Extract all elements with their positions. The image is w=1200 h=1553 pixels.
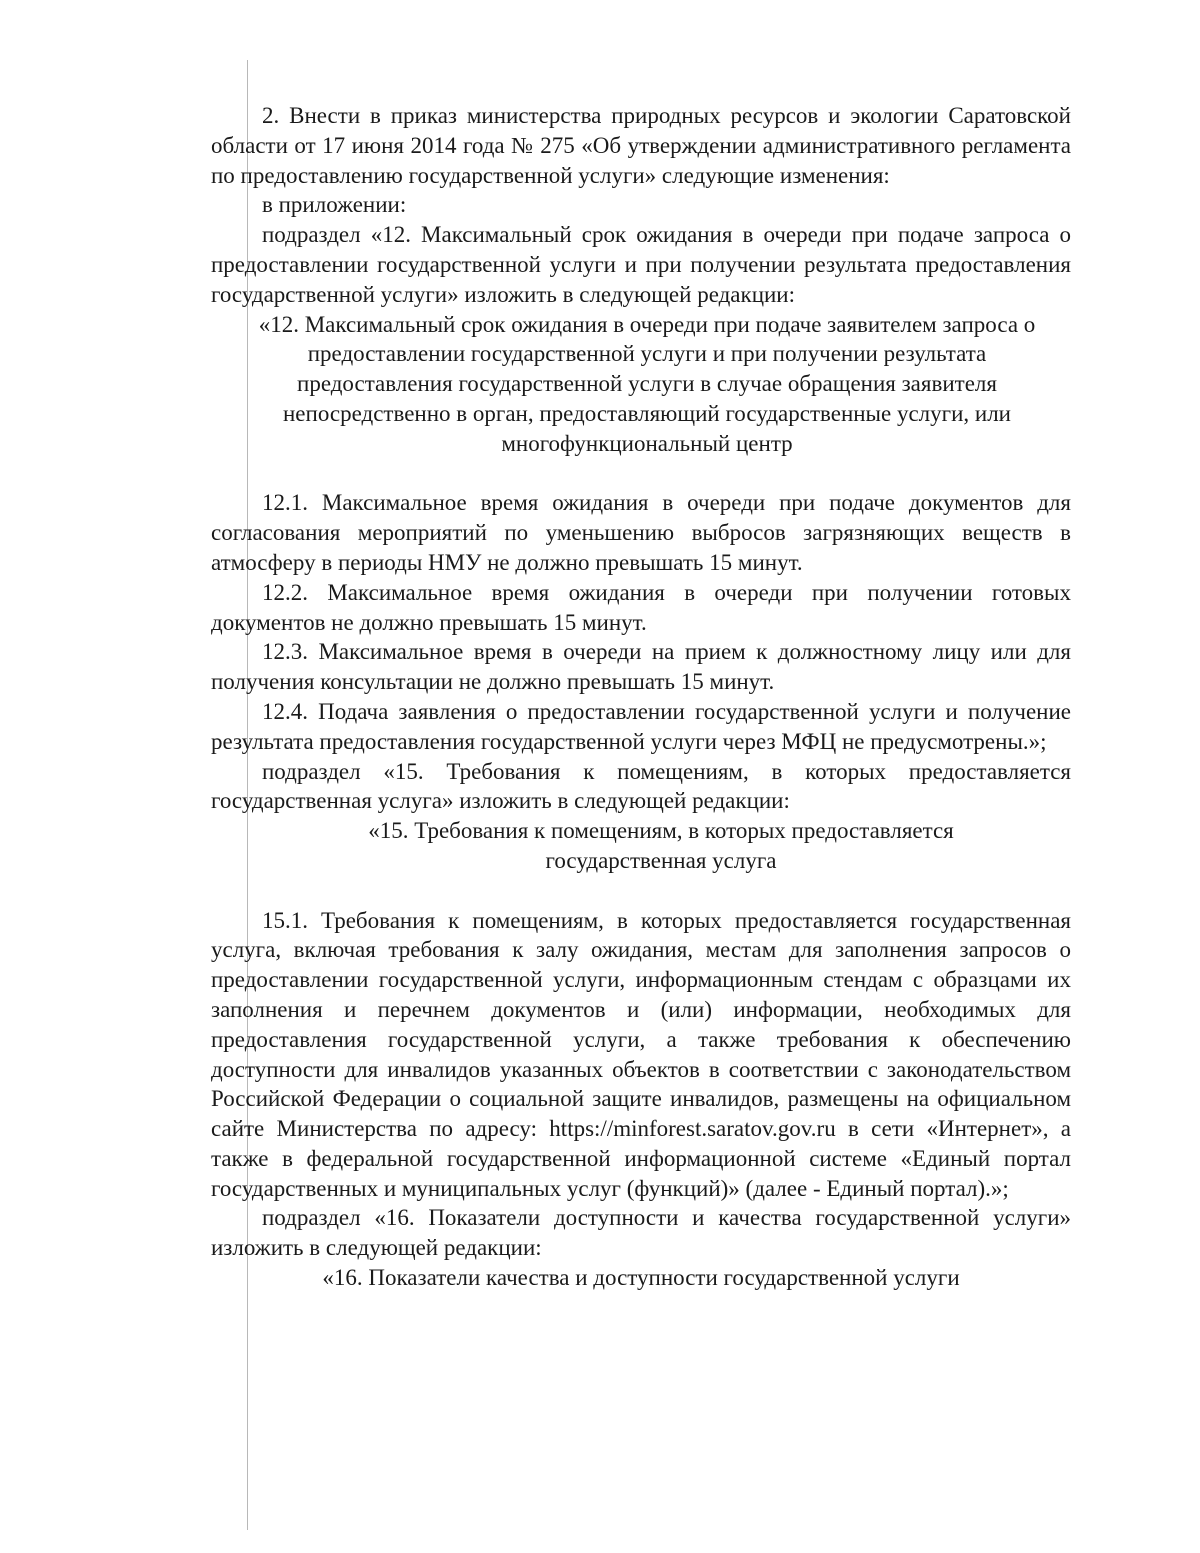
paragraph-amendment-intro: 2. Внести в приказ министерства природных ресурсов и экологии Саратовской области от 17 июня 2014 года № 275 «Об утверждении административного регламента по предоставлению государственной услуги» следующие изменения:: [211, 103, 1071, 188]
paragraph-12-2: 12.2. Максимальное время ожидания в очереди при получении готовых документов не должно превышать 15 минут.: [211, 579, 1071, 635]
heading-subsection-12: «12. Максимальный срок ожидания в очереди при подаче заявителем запроса о предоставлении государственной услуги и при получении результата предоставления государственной услуги в случае обращения заявителя непосредственно в орган, предоставляющий государственные услуги, или многофункциональный центр: [258, 311, 1036, 456]
paragraph-subsection-15-intro: подраздел «15. Требования к помещениям, в которых предоставляется государственная услуга» изложить в следующей редакции:: [211, 758, 1071, 814]
heading-subsection-16: «16. Показатели качества и доступности государственной услуги: [322, 1265, 960, 1291]
paragraph-subsection-12-intro: подраздел «12. Максимальный срок ожидания в очереди при подаче запроса о предоставлении государственной услуги и при получении результата предоставления государственной услуги» изложить в следующей редакции:: [211, 222, 1071, 307]
heading-subsection-15: «15. Требования к помещениям, в которых предоставляется государственная услуга: [368, 818, 954, 873]
paragraph-12-1: 12.1. Максимальное время ожидания в очереди при подаче документов для согласования мероприятий по уменьшению выбросов загрязняющих веществ в атмосферу в периоды НМУ не должно превышать 15 минут.: [211, 490, 1071, 575]
spacer: [211, 459, 1071, 489]
spacer: [211, 876, 1071, 906]
document-body: [211, 101, 1071, 1293]
paragraph-subsection-16-intro: подраздел «16. Показатели доступности и качества государственной услуги» изложить в следующей редакции:: [211, 1205, 1071, 1261]
paragraph-in-appendix: в приложении:: [262, 192, 407, 218]
paragraph-15-1: 15.1. Требования к помещениям, в которых предоставляется государственная услуга, включая требования к залу ожидания, местам для заполнения запросов о предоставлении государственной услуги, информационным стендам с образцами их заполнения и перечнем документов и (или) информации, необходимых для предоставления государственной услуги, а также требования к обеспечению доступности для инвалидов указанных объектов в соответствии с законодательством Российской Федерации о социальной защите инвалидов, размещены на официальном сайте Министерства по адресу: https://minforest.saratov.gov.ru в сети «Интернет», а также в федеральной государственной информационной системе «Единый портал государственных и муниципальных услуг (функций)» (далее - Единый портал).»;: [211, 907, 1071, 1201]
paragraph-12-4: 12.4. Подача заявления о предоставлении государственной услуги и получение результата предоставления государственной услуги через МФЦ не предусмотрены.»;: [211, 698, 1071, 754]
paragraph-12-3: 12.3. Максимальное время в очереди на прием к должностному лицу или для получения консультации не должно превышать 15 минут.: [211, 639, 1071, 695]
